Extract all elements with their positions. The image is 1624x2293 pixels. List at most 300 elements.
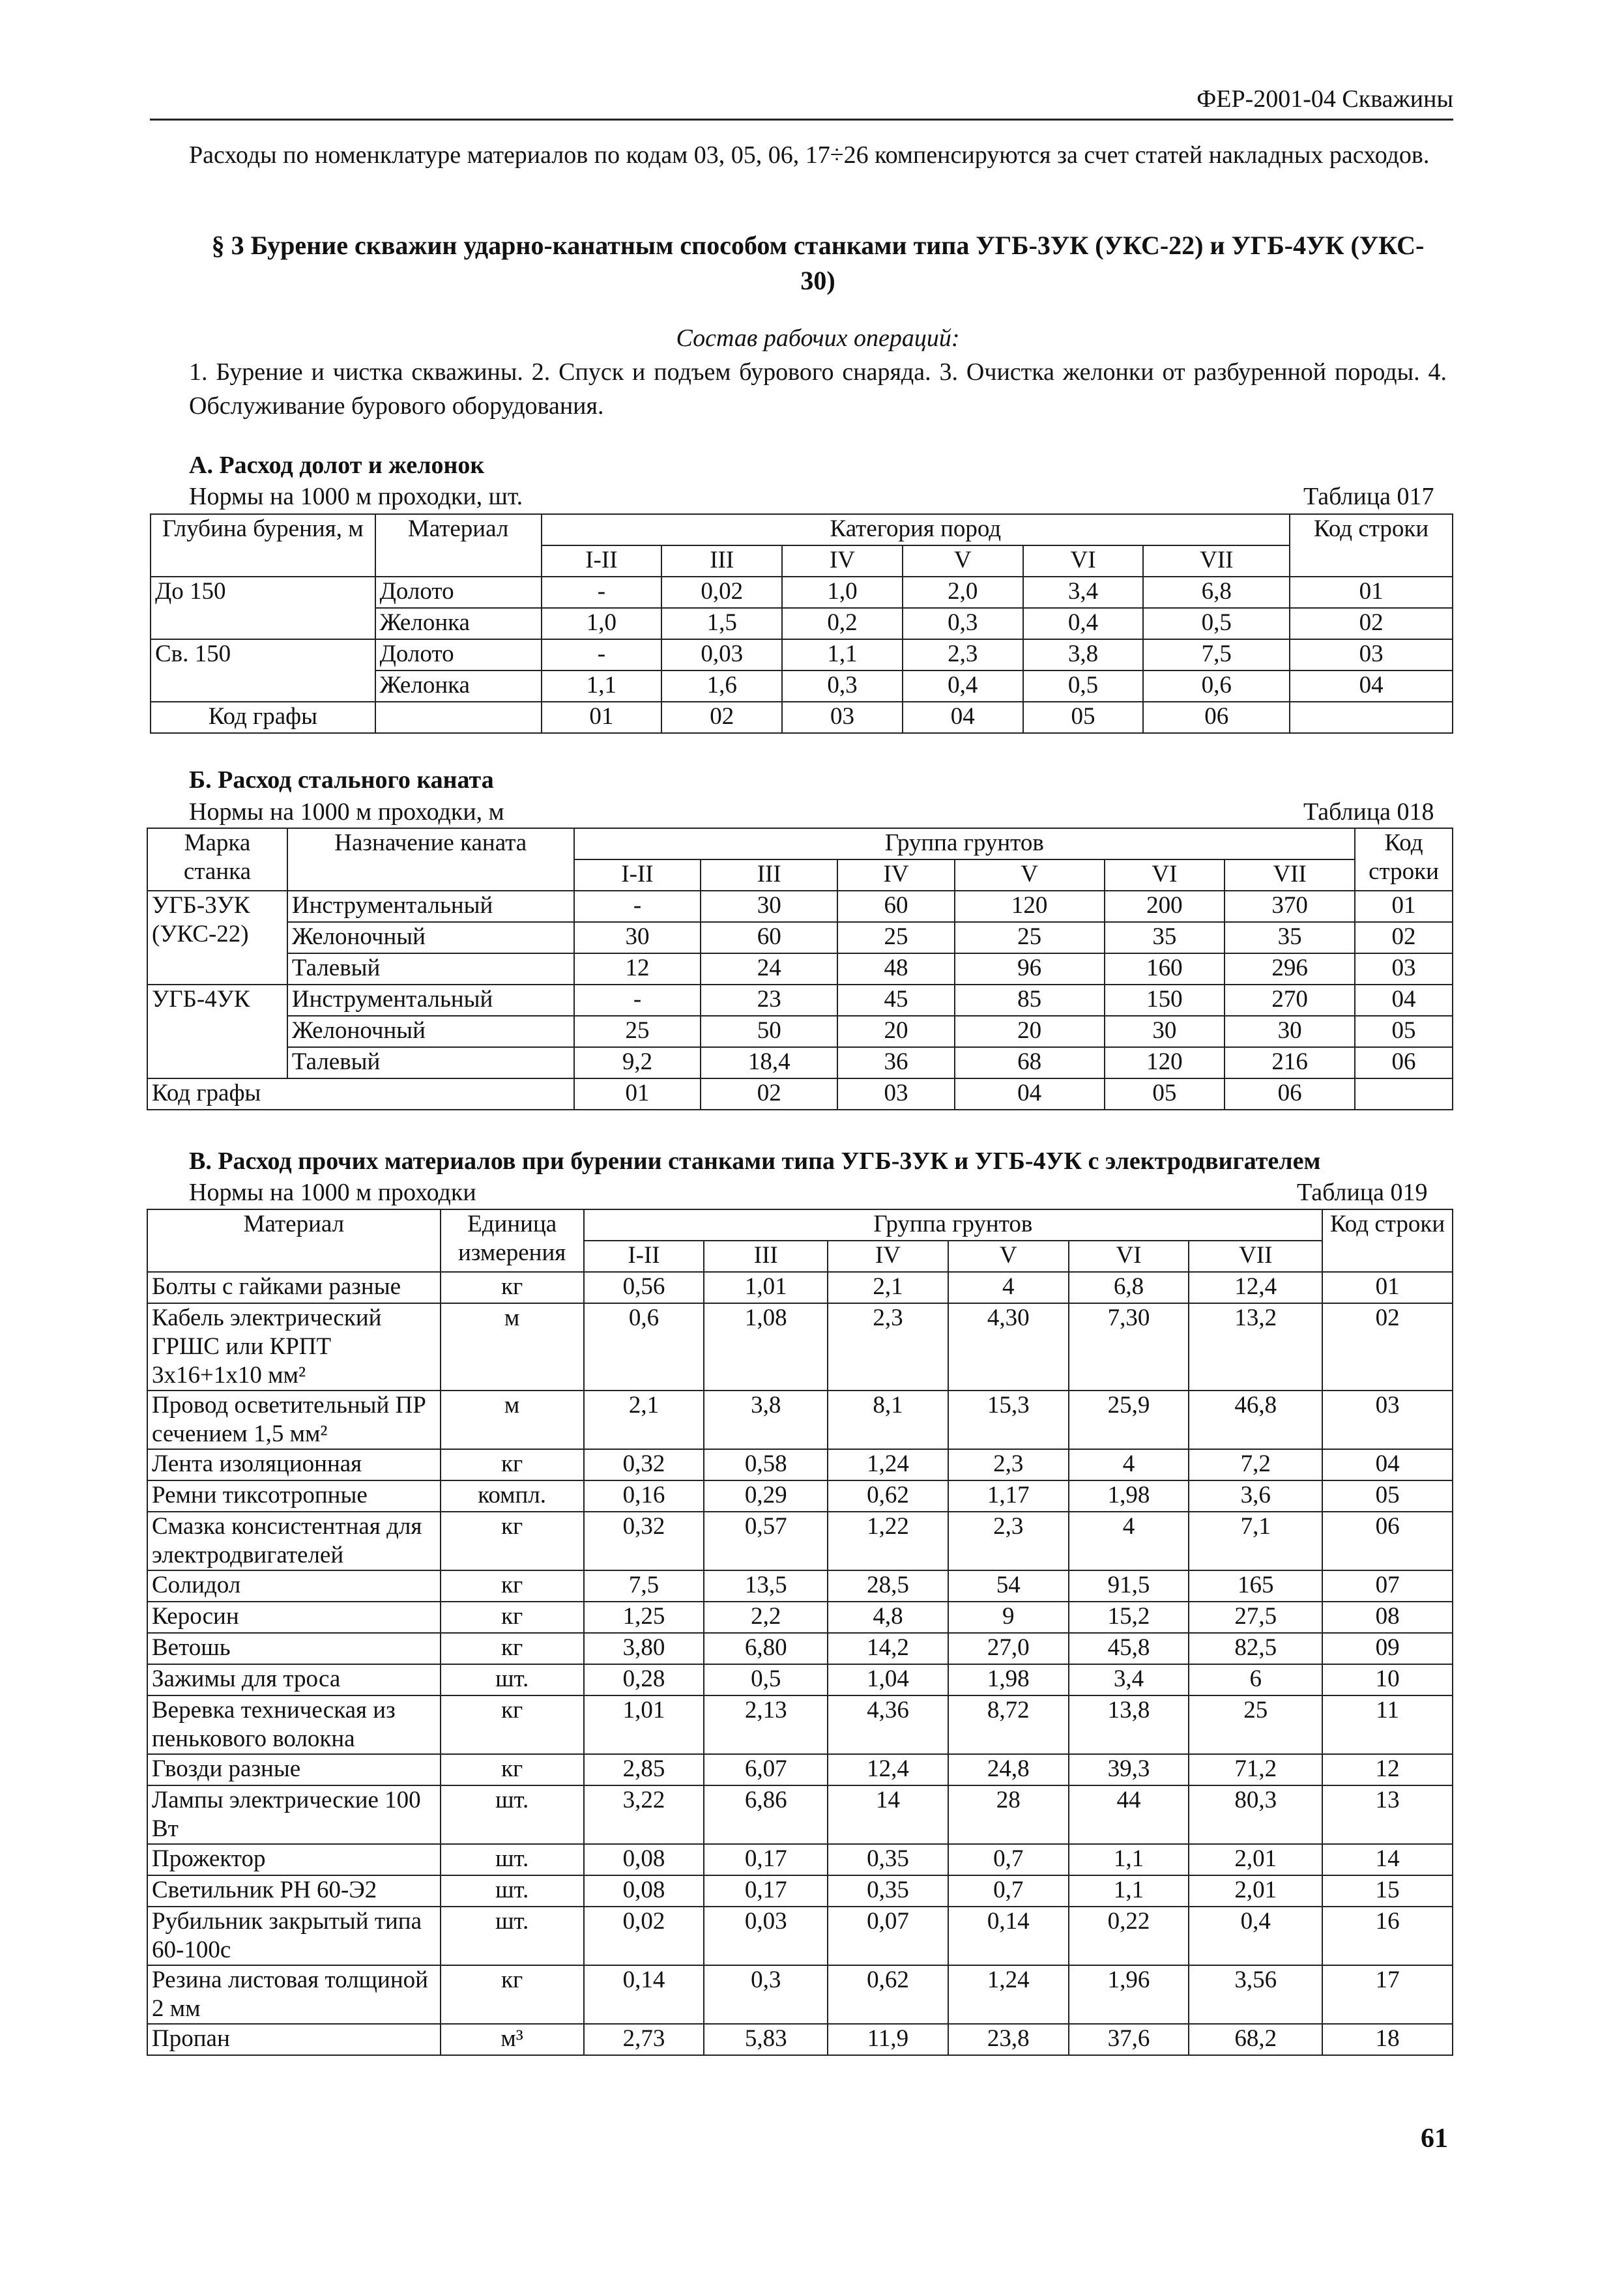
value-cell: 4,8 xyxy=(828,1602,948,1633)
document-code: ФЕР-2001-04 Скважины xyxy=(1196,85,1453,113)
unit-cell: кг xyxy=(441,1602,584,1633)
material-name-cell: Гвозди разные xyxy=(147,1754,441,1785)
value-cell: 7,30 xyxy=(1069,1303,1189,1391)
material-name-cell: Ветошь xyxy=(147,1633,441,1664)
value-cell: 11,9 xyxy=(828,2024,948,2055)
table-row xyxy=(151,639,1453,671)
purpose-cell: Талевый xyxy=(287,953,574,985)
value-cell: 20 xyxy=(837,1016,955,1047)
value-cell: 8,72 xyxy=(948,1695,1069,1754)
value-cell: 7,2 xyxy=(1189,1449,1322,1480)
table-b-subtitle: Б. Расход стального каната xyxy=(189,766,494,794)
material-name-cell: Кабель электрический ГРШС или КРПТ 3х16+1х10 мм² xyxy=(147,1303,441,1391)
header-category: Категория пород xyxy=(542,514,1290,545)
value-cell: 0,28 xyxy=(584,1664,704,1695)
material-name-cell: Солидол xyxy=(147,1570,441,1602)
value-cell: 39,3 xyxy=(1069,1754,1189,1785)
value-cell: 18,4 xyxy=(701,1047,837,1078)
value-cell: 1,22 xyxy=(828,1512,948,1570)
value-cell: 6,80 xyxy=(704,1633,828,1664)
table-row xyxy=(147,1512,1453,1570)
value-cell: 0,6 xyxy=(584,1303,704,1391)
material-cell: Долото xyxy=(375,577,542,608)
header-group: Группа грунтов xyxy=(584,1209,1323,1241)
value-cell: 27,5 xyxy=(1189,1602,1322,1633)
header-unit: Единица измерения xyxy=(441,1209,584,1272)
value-cell: 216 xyxy=(1225,1047,1355,1078)
table-row xyxy=(147,1785,1453,1844)
value-cell: 370 xyxy=(1225,891,1355,922)
value-cell: 4 xyxy=(1069,1512,1189,1570)
header-group: Группа грунтов xyxy=(574,828,1355,859)
value-cell: 13,8 xyxy=(1069,1695,1189,1754)
table-row xyxy=(147,1965,1453,2024)
value-cell: 0,5 xyxy=(1143,608,1290,639)
code-cell: 04 xyxy=(1355,985,1453,1016)
value-cell: 2,3 xyxy=(903,639,1023,671)
code-cell: 01 xyxy=(1355,891,1453,922)
section-title-line2: 30) xyxy=(800,266,835,295)
value-cell: 0,03 xyxy=(661,639,782,671)
value-cell: 3,6 xyxy=(1189,1480,1322,1512)
value-cell: 68 xyxy=(955,1047,1105,1078)
value-cell: 37,6 xyxy=(1069,2024,1189,2055)
value-cell: - xyxy=(574,985,701,1016)
value-cell: 25 xyxy=(574,1016,701,1047)
value-cell: 165 xyxy=(1189,1570,1322,1602)
value-cell: 0,16 xyxy=(584,1480,704,1512)
footer-code: 02 xyxy=(701,1078,837,1110)
table-row xyxy=(147,891,1453,922)
unit-cell: м³ xyxy=(441,2024,584,2055)
value-cell: 25,9 xyxy=(1069,1391,1189,1449)
footer-code: 01 xyxy=(574,1078,701,1110)
unit-cell: м xyxy=(441,1303,584,1391)
material-name-cell: Ремни тиксотропные xyxy=(147,1480,441,1512)
material-name-cell: Рубильник закрытый типа 60-100с xyxy=(147,1907,441,1965)
value-cell: 0,29 xyxy=(704,1480,828,1512)
value-cell: 4,30 xyxy=(948,1303,1069,1391)
table-c-label: Таблица 019 xyxy=(1297,1179,1428,1206)
header-material: Материал xyxy=(147,1209,441,1272)
value-cell: 5,83 xyxy=(704,2024,828,2055)
value-cell: 6,86 xyxy=(704,1785,828,1844)
value-cell: 91,5 xyxy=(1069,1570,1189,1602)
value-cell: 1,01 xyxy=(704,1272,828,1303)
unit-cell: кг xyxy=(441,1754,584,1785)
value-cell: 1,0 xyxy=(542,608,662,639)
table-row xyxy=(147,1754,1453,1785)
value-cell: 1,1 xyxy=(1069,1844,1189,1875)
value-cell: 2,1 xyxy=(584,1391,704,1449)
value-cell: 2,13 xyxy=(704,1695,828,1754)
depth-cell: Св. 150 xyxy=(151,639,375,702)
footer-empty xyxy=(375,702,542,733)
value-cell: 3,4 xyxy=(1023,577,1144,608)
value-cell: 0,58 xyxy=(704,1449,828,1480)
value-cell: 13,5 xyxy=(704,1570,828,1602)
value-cell: 0,4 xyxy=(1189,1907,1322,1965)
value-cell: 150 xyxy=(1105,985,1225,1016)
value-cell: 50 xyxy=(701,1016,837,1047)
value-cell: 82,5 xyxy=(1189,1633,1322,1664)
mark-line: (УКС-22) xyxy=(152,921,249,947)
material-name-cell: Пропан xyxy=(147,2024,441,2055)
material-name-cell: Светильник РН 60-Э2 xyxy=(147,1875,441,1907)
header-col: I-II xyxy=(584,1241,704,1272)
value-cell: 30 xyxy=(1225,1016,1355,1047)
value-cell: 1,24 xyxy=(828,1449,948,1480)
value-cell: 120 xyxy=(1105,1047,1225,1078)
value-cell: 1,08 xyxy=(704,1303,828,1391)
value-cell: 7,1 xyxy=(1189,1512,1322,1570)
code-cell: 01 xyxy=(1290,577,1453,608)
header-purpose: Назначение каната xyxy=(287,828,574,891)
value-cell: 0,57 xyxy=(704,1512,828,1570)
table-row xyxy=(147,1449,1453,1480)
code-cell: 08 xyxy=(1322,1602,1453,1633)
value-cell: 4 xyxy=(948,1272,1069,1303)
material-name-cell: Веревка техническая из пенькового волокна xyxy=(147,1695,441,1754)
value-cell: 1,1 xyxy=(542,671,662,702)
value-cell: 36 xyxy=(837,1047,955,1078)
unit-cell: шт. xyxy=(441,1875,584,1907)
unit-cell: кг xyxy=(441,1272,584,1303)
purpose-cell: Инструментальный xyxy=(287,891,574,922)
value-cell: 296 xyxy=(1225,953,1355,985)
value-cell: 9 xyxy=(948,1602,1069,1633)
material-name-cell: Зажимы для троса xyxy=(147,1664,441,1695)
value-cell: 0,5 xyxy=(1023,671,1144,702)
value-cell: 0,03 xyxy=(704,1907,828,1965)
value-cell: 15,3 xyxy=(948,1391,1069,1449)
table-row xyxy=(147,2024,1453,2055)
value-cell: 0,32 xyxy=(584,1449,704,1480)
table-row xyxy=(147,1633,1453,1664)
intro-paragraph: Расходы по номенклатуре материалов по кодам 03, 05, 06, 17÷26 компенсируются за счет статей накладных расходов. xyxy=(189,141,1430,169)
header-col: III xyxy=(704,1241,828,1272)
unit-cell: шт. xyxy=(441,1785,584,1844)
value-cell: 44 xyxy=(1069,1785,1189,1844)
table-a-subtitle: А. Расход долот и желонок xyxy=(189,452,485,479)
running-header xyxy=(150,79,1453,121)
header-depth: Глубина бурения, м xyxy=(151,514,375,577)
material-name-cell: Провод осветительный ПР сечением 1,5 мм² xyxy=(147,1391,441,1449)
code-cell: 06 xyxy=(1355,1047,1453,1078)
value-cell: 46,8 xyxy=(1189,1391,1322,1449)
footer-code: 03 xyxy=(782,702,903,733)
value-cell: 68,2 xyxy=(1189,2024,1322,2055)
table-row xyxy=(147,1664,1453,1695)
table-a-label: Таблица 017 xyxy=(1303,483,1434,510)
header-col: VII xyxy=(1189,1241,1322,1272)
header-code: Код строки xyxy=(1322,1209,1453,1272)
unit-cell: шт. xyxy=(441,1664,584,1695)
value-cell: 85 xyxy=(955,985,1105,1016)
table-b-label: Таблица 018 xyxy=(1303,798,1434,826)
header-mark: Марка станка xyxy=(147,828,287,891)
material-name-cell: Прожектор xyxy=(147,1844,441,1875)
table-row xyxy=(147,1695,1453,1754)
value-cell: 35 xyxy=(1225,922,1355,953)
value-cell: 0,08 xyxy=(584,1844,704,1875)
value-cell: 48 xyxy=(837,953,955,985)
table-row xyxy=(147,1602,1453,1633)
footer-code: 06 xyxy=(1225,1078,1355,1110)
value-cell: 1,96 xyxy=(1069,1965,1189,2024)
value-cell: 4 xyxy=(1069,1449,1189,1480)
value-cell: 0,14 xyxy=(584,1965,704,2024)
value-cell: 25 xyxy=(1189,1695,1322,1754)
unit-cell: шт. xyxy=(441,1844,584,1875)
value-cell: 20 xyxy=(955,1016,1105,1047)
value-cell: 9,2 xyxy=(574,1047,701,1078)
table-row xyxy=(147,1047,1453,1078)
value-cell: 0,35 xyxy=(828,1844,948,1875)
value-cell: 1,25 xyxy=(584,1602,704,1633)
footer-label: Код графы xyxy=(147,1078,574,1110)
footer-label: Код графы xyxy=(151,702,375,733)
unit-cell: кг xyxy=(441,1633,584,1664)
material-cell: Желонка xyxy=(375,671,542,702)
purpose-cell: Желоночный xyxy=(287,1016,574,1047)
value-cell: 0,7 xyxy=(948,1875,1069,1907)
value-cell: 14,2 xyxy=(828,1633,948,1664)
material-name-cell: Лента изоляционная xyxy=(147,1449,441,1480)
code-cell: 12 xyxy=(1322,1754,1453,1785)
code-cell: 18 xyxy=(1322,2024,1453,2055)
material-name-cell: Лампы электрические 100 Вт xyxy=(147,1785,441,1844)
value-cell: 0,56 xyxy=(584,1272,704,1303)
value-cell: 0,02 xyxy=(584,1907,704,1965)
value-cell: 1,1 xyxy=(1069,1875,1189,1907)
page-number: 61 xyxy=(1421,2124,1448,2154)
header-col: V xyxy=(903,545,1023,577)
unit-cell: кг xyxy=(441,1570,584,1602)
value-cell: 23,8 xyxy=(948,2024,1069,2055)
value-cell: 1,01 xyxy=(584,1695,704,1754)
value-cell: 0,4 xyxy=(903,671,1023,702)
footer-empty xyxy=(1290,702,1453,733)
value-cell: 120 xyxy=(955,891,1105,922)
mark-line: УГБ-3УК xyxy=(152,892,250,919)
header-col: IV xyxy=(782,545,903,577)
value-cell: 0,2 xyxy=(782,608,903,639)
footer-empty xyxy=(1355,1078,1453,1110)
footer-code: 02 xyxy=(661,702,782,733)
header-col: III xyxy=(661,545,782,577)
value-cell: 12,4 xyxy=(1189,1272,1322,1303)
value-cell: 14 xyxy=(828,1785,948,1844)
value-cell: 1,98 xyxy=(1069,1480,1189,1512)
header-col: VII xyxy=(1225,859,1355,891)
value-cell: 23 xyxy=(701,985,837,1016)
code-cell: 10 xyxy=(1322,1664,1453,1695)
header-material: Материал xyxy=(375,514,542,577)
value-cell: 1,5 xyxy=(661,608,782,639)
footer-code: 03 xyxy=(837,1078,955,1110)
header-col: VI xyxy=(1023,545,1144,577)
value-cell: 2,73 xyxy=(584,2024,704,2055)
value-cell: 7,5 xyxy=(1143,639,1290,671)
value-cell: 0,6 xyxy=(1143,671,1290,702)
value-cell: 2,01 xyxy=(1189,1844,1322,1875)
value-cell: 1,98 xyxy=(948,1664,1069,1695)
footer-code: 01 xyxy=(542,702,662,733)
table-c-norms: Нормы на 1000 м проходки xyxy=(189,1179,476,1206)
value-cell: 0,14 xyxy=(948,1907,1069,1965)
value-cell: 0,62 xyxy=(828,1480,948,1512)
footer-code: 06 xyxy=(1143,702,1290,733)
code-cell: 02 xyxy=(1355,922,1453,953)
material-name-cell: Смазка консистентная для электродвигателей xyxy=(147,1512,441,1570)
value-cell: 28 xyxy=(948,1785,1069,1844)
header-col: I-II xyxy=(542,545,662,577)
value-cell: 0,3 xyxy=(782,671,903,702)
value-cell: 0,22 xyxy=(1069,1907,1189,1965)
table-row xyxy=(147,1016,1453,1047)
depth-cell: До 150 xyxy=(151,577,375,639)
value-cell: 25 xyxy=(955,922,1105,953)
value-cell: 1,6 xyxy=(661,671,782,702)
value-cell: 13,2 xyxy=(1189,1303,1322,1391)
value-cell: 80,3 xyxy=(1189,1785,1322,1844)
code-cell: 01 xyxy=(1322,1272,1453,1303)
table-017 xyxy=(150,513,1453,734)
code-cell: 06 xyxy=(1322,1512,1453,1570)
footer-code: 04 xyxy=(903,702,1023,733)
header-col: I-II xyxy=(574,859,701,891)
header-col: III xyxy=(701,859,837,891)
value-cell: 35 xyxy=(1105,922,1225,953)
value-cell: 0,4 xyxy=(1023,608,1144,639)
footer-code: 04 xyxy=(955,1078,1105,1110)
unit-cell: кг xyxy=(441,1965,584,2024)
value-cell: 3,22 xyxy=(584,1785,704,1844)
value-cell: 7,5 xyxy=(584,1570,704,1602)
code-cell: 04 xyxy=(1322,1449,1453,1480)
value-cell: 45,8 xyxy=(1069,1633,1189,1664)
value-cell: 30 xyxy=(1105,1016,1225,1047)
header-col: IV xyxy=(837,859,955,891)
value-cell: 0,7 xyxy=(948,1844,1069,1875)
value-cell: 3,4 xyxy=(1069,1664,1189,1695)
code-cell: 05 xyxy=(1355,1016,1453,1047)
value-cell: 27,0 xyxy=(948,1633,1069,1664)
purpose-cell: Инструментальный xyxy=(287,985,574,1016)
value-cell: 1,17 xyxy=(948,1480,1069,1512)
section-title-line1: § 3 Бурение скважин ударно-канатным способом станками типа УГБ-3УК (УКС-22) и УГБ-4УК (УКС- xyxy=(211,231,1425,260)
table-row xyxy=(147,1844,1453,1875)
table-row xyxy=(147,953,1453,985)
value-cell: 30 xyxy=(574,922,701,953)
value-cell: 54 xyxy=(948,1570,1069,1602)
table-row xyxy=(147,1480,1453,1512)
value-cell: 25 xyxy=(837,922,955,953)
code-cell: 16 xyxy=(1322,1907,1453,1965)
unit-cell: шт. xyxy=(441,1907,584,1965)
table-row xyxy=(147,1272,1453,1303)
code-cell: 05 xyxy=(1322,1480,1453,1512)
value-cell: 1,0 xyxy=(782,577,903,608)
value-cell: 12 xyxy=(574,953,701,985)
value-cell: 30 xyxy=(701,891,837,922)
value-cell: 2,85 xyxy=(584,1754,704,1785)
purpose-cell: Желоночный xyxy=(287,922,574,953)
value-cell: 96 xyxy=(955,953,1105,985)
code-cell: 04 xyxy=(1290,671,1453,702)
value-cell: 2,3 xyxy=(948,1449,1069,1480)
value-cell: 6,07 xyxy=(704,1754,828,1785)
value-cell: 0,35 xyxy=(828,1875,948,1907)
value-cell: 4,36 xyxy=(828,1695,948,1754)
value-cell: 2,0 xyxy=(903,577,1023,608)
code-cell: 03 xyxy=(1355,953,1453,985)
header-col: IV xyxy=(828,1241,948,1272)
material-name-cell: Болты с гайками разные xyxy=(147,1272,441,1303)
value-cell: 0,5 xyxy=(704,1664,828,1695)
material-cell: Желонка xyxy=(375,608,542,639)
table-row xyxy=(147,1570,1453,1602)
table-row xyxy=(147,1303,1453,1391)
value-cell: 0,62 xyxy=(828,1965,948,2024)
header-col: V xyxy=(948,1241,1069,1272)
value-cell: - xyxy=(542,577,662,608)
code-cell: 03 xyxy=(1322,1391,1453,1449)
code-cell: 11 xyxy=(1322,1695,1453,1754)
section-title xyxy=(189,228,1447,298)
code-cell: 17 xyxy=(1322,1965,1453,2024)
footer-code: 05 xyxy=(1023,702,1144,733)
footer-code: 05 xyxy=(1105,1078,1225,1110)
code-cell: 13 xyxy=(1322,1785,1453,1844)
value-cell: 0,08 xyxy=(584,1875,704,1907)
value-cell: 3,8 xyxy=(704,1391,828,1449)
value-cell: 200 xyxy=(1105,891,1225,922)
value-cell: 60 xyxy=(837,891,955,922)
operations-title: Состав рабочих операций: xyxy=(676,324,960,352)
header-col: V xyxy=(955,859,1105,891)
table-row xyxy=(147,1907,1453,1965)
unit-cell: кг xyxy=(441,1449,584,1480)
header-col: VII xyxy=(1143,545,1290,577)
value-cell: 3,8 xyxy=(1023,639,1144,671)
operations-text: 1. Бурение и чистка скважины. 2. Спуск и подъем бурового снаряда. 3. Очистка желонки от разбуренной породы. 4. Обслуживание бурового оборудования. xyxy=(189,358,1447,420)
material-name-cell: Резина листовая толщиной 2 мм xyxy=(147,1965,441,2024)
value-cell: 0,3 xyxy=(903,608,1023,639)
code-cell: 15 xyxy=(1322,1875,1453,1907)
unit-cell: кг xyxy=(441,1695,584,1754)
purpose-cell: Талевый xyxy=(287,1047,574,1078)
value-cell: 0,32 xyxy=(584,1512,704,1570)
code-cell: 07 xyxy=(1322,1570,1453,1602)
value-cell: 2,3 xyxy=(828,1303,948,1391)
mark-cell xyxy=(147,985,287,1078)
material-cell: Долото xyxy=(375,639,542,671)
header-col: VI xyxy=(1105,859,1225,891)
table-c-subtitle: В. Расход прочих материалов при бурении станками типа УГБ-3УК и УГБ-4УК с электродвигателем xyxy=(189,1147,1321,1175)
value-cell: 6,8 xyxy=(1143,577,1290,608)
code-cell: 14 xyxy=(1322,1844,1453,1875)
value-cell: - xyxy=(574,891,701,922)
value-cell: 12,4 xyxy=(828,1754,948,1785)
table-row xyxy=(147,1875,1453,1907)
unit-cell: компл. xyxy=(441,1480,584,1512)
unit-cell: кг xyxy=(441,1512,584,1570)
value-cell: 45 xyxy=(837,985,955,1016)
value-cell: 0,17 xyxy=(704,1875,828,1907)
code-cell: 02 xyxy=(1290,608,1453,639)
